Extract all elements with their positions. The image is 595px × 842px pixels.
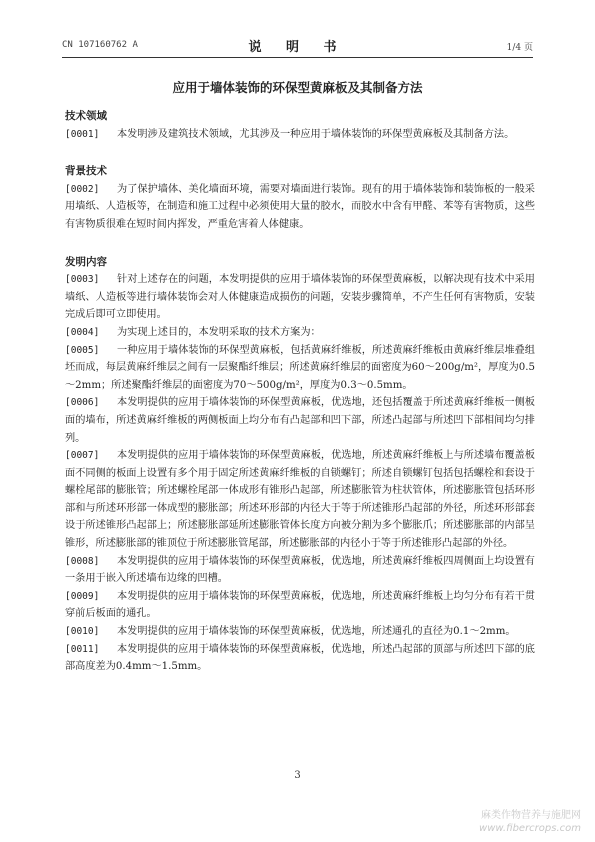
publication-number: CN 107160762 A [62, 40, 138, 50]
document-title: 应用于墙体装饰的环保型黄麻板及其制备方法 [172, 80, 423, 95]
paragraph-number: [0007] [65, 450, 100, 462]
paragraph-text: 本发明提供的应用于墙体装饰的环保型黄麻板，优选地，所述通孔的直径为0.1～2mm。 [117, 626, 516, 638]
paragraph [65, 394, 535, 447]
paragraph-number: [0011] [65, 643, 100, 655]
paragraph-text: 本发明提供的应用于墙体装饰的环保型黄麻板，优选地，所述黄麻纤维板上与所述墙布覆盖板面不同侧的板面上设置有多个用于固定所述黄麻纤维板的自锁螺钉；所述自锁螺钉包括包括螺栓和套设于螺栓尾部的膨胀管；所述螺栓尾部一体成形有锥形凸起部，所述膨胀管为柱状管体，所述膨胀管包括环形部和与所述环形部一体成型的膨胀部；所述环形部的内径大于等于所述锥形凸起部的外径，所述环形部套设于所述锥形凸起部上；所述膨胀部延所述膨胀管体长度方向被分割为多个膨胀爪；所述膨胀部的内部呈锥形，所述膨胀部的锥顶位于所述膨胀管尾部，所述膨胀部的内径小于等于所述锥形凸起部的外径。 [65, 450, 535, 550]
paragraph-text: 针对上述存在的问题，本发明提供的应用于墙体装饰的环保型黄麻板，以解决现有技术中采用墙纸、人造板等进行墙体装饰会对人体健康造成损伤的问题，安装步骤简单，不产生任何有害物质，安装完成后即可立即使用。 [65, 274, 535, 321]
paragraph [65, 447, 535, 553]
paragraph-number: [0004] [65, 326, 100, 338]
watermark-site-name: 麻类作物营养与施肥网 [481, 810, 581, 821]
document-type: 说 明 书 [248, 40, 347, 55]
paragraph-text: 本发明提供的应用于墙体装饰的环保型黄麻板，优选地，所述凸起部的顶部与所述凹下部的底部高度差为0.4mm～1.5mm。 [65, 643, 535, 673]
paragraph [65, 126, 535, 144]
paragraph [65, 181, 535, 234]
watermark [479, 809, 581, 835]
page-header [62, 38, 533, 54]
paragraph-number: [0010] [65, 626, 100, 638]
paragraph [65, 588, 535, 623]
paragraph [65, 553, 535, 588]
paragraph-text: 本发明涉及建筑技术领域，尤其涉及一种应用于墙体装饰的环保型黄麻板及其制备方法。 [117, 128, 515, 140]
paragraph [65, 342, 535, 395]
paragraph [65, 623, 535, 641]
paragraph-text: 为了保护墙体、美化墙面环境，需要对墙面进行装饰。现有的用于墙体装饰和装饰板的一般采用墙纸、人造板等，在制造和施工过程中必须使用大量的胶水，而胶水中含有甲醛、苯等有害物质，这些有害物质很难在短时间内挥发，严重危害着人体健康。 [65, 183, 535, 230]
paragraph-text: 本发明提供的应用于墙体装饰的环保型黄麻板，优选地，还包括覆盖于所述黄麻纤维板一侧板面的墙布，所述黄麻纤维板的两侧板面上均分布有凸起部和凹下部，所述凸起部与所述凹下部相间均匀排列。 [65, 397, 535, 444]
paragraph [65, 271, 535, 324]
paragraph-text: 为实现上述目的，本发明采取的技术方案为： [117, 326, 321, 338]
paragraph-number: [0003] [65, 274, 100, 286]
section-heading-summary: 发明内容 [65, 255, 107, 268]
paragraph-number: [0002] [65, 183, 100, 195]
watermark-url: www.fibercrops.com [479, 823, 581, 834]
paragraph [65, 324, 535, 342]
paragraph-number: [0009] [65, 590, 100, 602]
paragraph-text: 一种应用于墙体装饰的环保型黄麻板，包括黄麻纤维板，所述黄麻纤维板由黄麻纤维层堆叠组坯而成，每层黄麻纤维层之间有一层聚酯纤维层；所述黄麻纤维层的面密度为60～200g/m²，厚度为0.5～2mm；所述聚酯纤维层的面密度为70～500g/m²，厚度为0.3～0.5mm。 [65, 344, 535, 391]
page-number: 3 [294, 770, 301, 781]
paragraph [65, 641, 535, 676]
document-body [65, 108, 535, 676]
page-indicator: 1/4 页 [506, 43, 533, 53]
paragraph-number: [0005] [65, 344, 100, 356]
paragraph-number: [0008] [65, 555, 100, 567]
paragraph-number: [0001] [65, 128, 100, 140]
paragraph-text: 本发明提供的应用于墙体装饰的环保型黄麻板，优选地，所述黄麻纤维板上均匀分布有若干贯穿前后板面的通孔。 [65, 590, 535, 620]
header-divider [62, 57, 533, 58]
section-heading-background: 背景技术 [65, 165, 107, 178]
section-heading-tech-field: 技术领域 [65, 110, 107, 122]
paragraph-number: [0006] [65, 397, 100, 409]
paragraph-text: 本发明提供的应用于墙体装饰的环保型黄麻板，优选地，所述黄麻纤维板四周侧面上均设置有一条用于嵌入所述墙布边缘的凹槽。 [65, 555, 535, 585]
